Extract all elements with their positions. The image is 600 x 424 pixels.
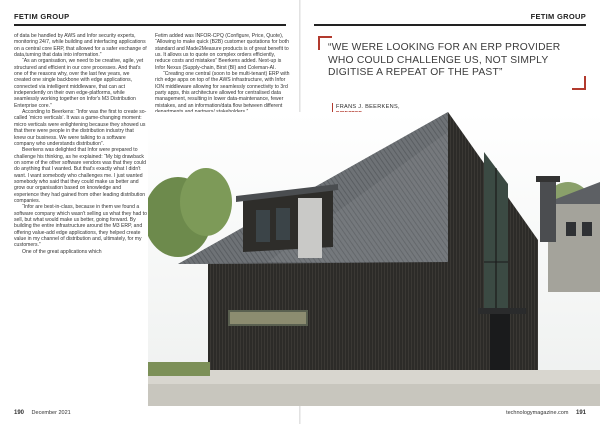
left-column-2 — [155, 33, 290, 115]
attribution-name: FRANS J. BEERKENS, — [336, 104, 400, 110]
magazine-website: technologymagazine.com — [506, 410, 569, 416]
chimney-cap — [536, 176, 560, 182]
modern-barn-house-photo — [148, 112, 600, 406]
door-canopy — [478, 308, 526, 314]
pull-quote — [318, 36, 586, 88]
pavement — [148, 384, 600, 406]
issue-date: December 2021 — [31, 410, 71, 416]
neighbour-window — [566, 222, 576, 236]
tree-left-2 — [180, 168, 232, 236]
left-column-1 — [14, 33, 147, 255]
left-page-number: 190 — [14, 410, 25, 416]
col1-paragraph: Beerkens was delighted that Infor were prepared to challenge his thinking, as he explained: “My big drawback on some of the other software vendors was that they could do anything that I wanted. But that's exactly what I didn't want. I want somebody who challenges me. I just wanted somebody who said that they could make us better and grow our organisation based on knowledge and experience they had gained from other leading distribution companies. — [14, 147, 146, 204]
col2-paragraph: Fetim added was INFOR-CPQ (Configure, Price, Quote), “Allowing to make quick (B2B) customer quotations for both standard and Made2Measure products is of great benefit to us. It allows us to quote on complex orders efficiently, reduce costs and mistakes” Beerkens added. Next-up is Infor Nexus (Supply-chain, Birst (BI) and Coleman-AI. — [155, 33, 289, 71]
dormer-window — [276, 208, 290, 240]
col1-paragraph: “Infor are best-in-class, because in them we found a software company which wasn't selling us what they had to sell, but what would make us better, going forward. By building the entire infrastructure around the M3 ERP, and offering value-add edge applications, they helped create value in my channel of distribution and, ultimately, for my customers.” — [14, 204, 147, 249]
right-footer — [506, 410, 586, 416]
col1-paragraph: One of the great applications which — [22, 248, 102, 255]
left-header-rule — [14, 24, 286, 26]
left-footer — [14, 410, 71, 416]
right-header-rule — [314, 24, 586, 26]
right-running-header: FETIM GROUP — [530, 12, 586, 21]
quote-corner-bottom — [572, 76, 586, 90]
col1-paragraph: “As an organisation, we need to be creative, agile, yet structured and efficient in our core processes. And that's one of the reasons why, over the last few years, we created one single backbone with edge applications, connected via intelligent middleware, that can act independently on their own edge-platforms, while seamlessly working together on Infor's M3 Distribution Enterprise core.” — [14, 58, 144, 109]
hedge — [148, 362, 210, 376]
pull-quote-text: “WE WERE LOOKING FOR AN ERP PROVIDER WHO COULD CHALLENGE US, NOT SIMPLY DIGITISE A REPEAT OF THE PAST” — [328, 42, 561, 79]
right-page-number: 191 — [575, 410, 586, 416]
col1-paragraph: of data be handled by AWS and Infor security experts, monitoring 24/7, while building and interfacing applications on a central core ERP, that allowed for a safer exchange of data,turning that data into information.” — [14, 33, 147, 59]
col1-paragraph: According to Beerkens: “Infor was the first to create so-called ‘micro verticals’. It was a game-changing moment: micro verticals were enlightening because they showed us that there were people in the distribution industry that knew our business. We were talking to a software company who understands distribution”. — [14, 109, 147, 147]
ribbon-window-reflection — [230, 312, 306, 324]
front-door — [490, 314, 510, 372]
col2-paragraph: “Creating one central (soon to be multi-tenant) ERP with rich edge apps on top of the AWS infrastructure, with Infor ION middleware allowing for seamlessly connectivity to 3rd party apps, this architecture allowed for centralised data management, resulting in lower data-maintenance, fewer mistakes, and an information/data flow between different — [155, 71, 290, 109]
dormer-window — [256, 210, 270, 242]
neighbour-window — [582, 222, 592, 236]
chimney — [540, 182, 556, 242]
chimney-pipe — [298, 198, 322, 258]
left-running-header: FETIM GROUP — [14, 12, 70, 21]
